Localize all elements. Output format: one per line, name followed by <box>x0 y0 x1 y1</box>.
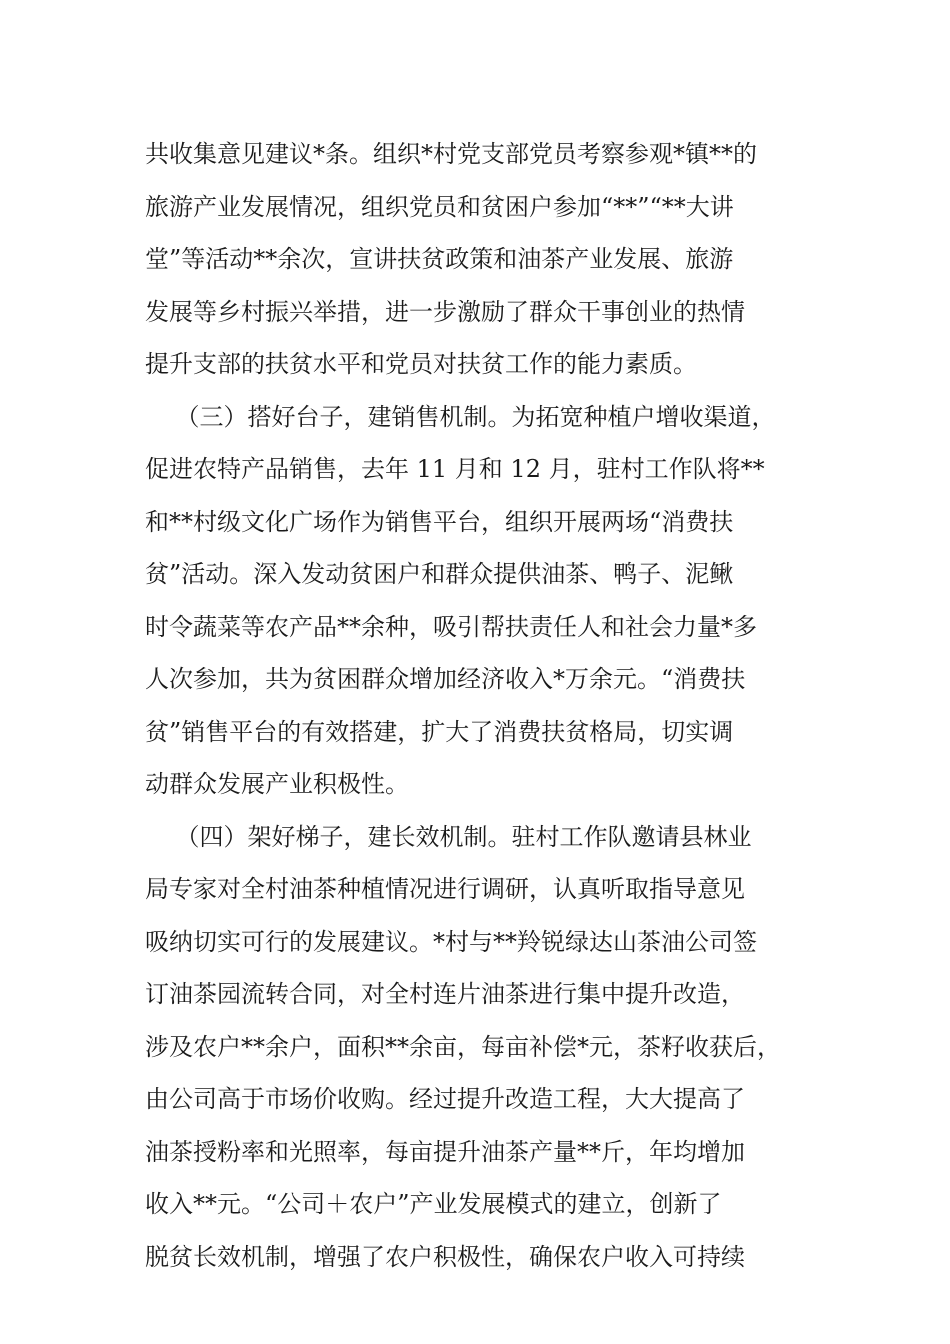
text-line: 局专家对全村油茶种植情况进行调研，认真听取指导意见 <box>145 875 745 903</box>
section-heading-line: （三）搭好台子，建销售机制。为拓宽种植户增收渠道， <box>145 402 776 431</box>
text-line: 堂”等活动**余次，宣讲扶贫政策和油茶产业发展、旅游 <box>145 245 734 273</box>
text-line: 人次参加，共为贫困群众增加经济收入*万余元。“消费扶 <box>145 665 746 693</box>
text-line: 由公司高于市场价收购。经过提升改造工程，大大提高了 <box>145 1085 745 1113</box>
text-line: 旅游产业发展情况，组织党员和贫困户参加“**”“**大讲 <box>145 192 734 221</box>
text-line: 贫”活动。深入发动贫困户和群众提供油茶、鸭子、泥鳅 <box>145 560 734 588</box>
text-line: 动群众发展产业积极性。 <box>145 770 409 798</box>
text-line: 脱贫长效机制，增强了农户积极性，确保农户收入可持续 <box>145 1242 745 1271</box>
text-line: 时令蔬菜等农产品**余种，吸引帮扶责任人和社会力量*多 <box>145 612 757 641</box>
text-line: 涉及农户**余户，面积**余亩，每亩补偿*元，茶籽收获后， <box>145 1032 781 1061</box>
body-text <box>145 128 825 1283</box>
text-line: 提升支部的扶贫水平和党员对扶贫工作的能力素质。 <box>145 350 697 378</box>
text-line: 订油茶园流转合同，对全村连片油茶进行集中提升改造， <box>145 980 745 1008</box>
text-line: 贫”销售平台的有效搭建，扩大了消费扶贫格局，切实调 <box>145 717 734 746</box>
text-line: 共收集意见建议*条。组织*村党支部党员考察参观*镇**的 <box>145 140 757 168</box>
text-line: 油茶授粉率和光照率，每亩提升油茶产量**斤，年均增加 <box>145 1137 745 1166</box>
text-line: 和**村级文化广场作为销售平台，组织开展两场“消费扶 <box>145 507 734 536</box>
text-line: 发展等乡村振兴举措，进一步激励了群众干事创业的热情 <box>145 297 745 326</box>
text-line: 吸纳切实可行的发展建议。*村与**羚锐绿达山茶油公司签 <box>145 927 757 956</box>
text-line: 促进农特产品销售，去年 11 月和 12 月，驻村工作队将** <box>145 455 765 483</box>
text-line: 收入**元。“公司＋农户”产业发展模式的建立，创新了 <box>145 1190 722 1218</box>
section-heading-line: （四）架好梯子，建长效机制。驻村工作队邀请县林业 <box>145 822 752 851</box>
